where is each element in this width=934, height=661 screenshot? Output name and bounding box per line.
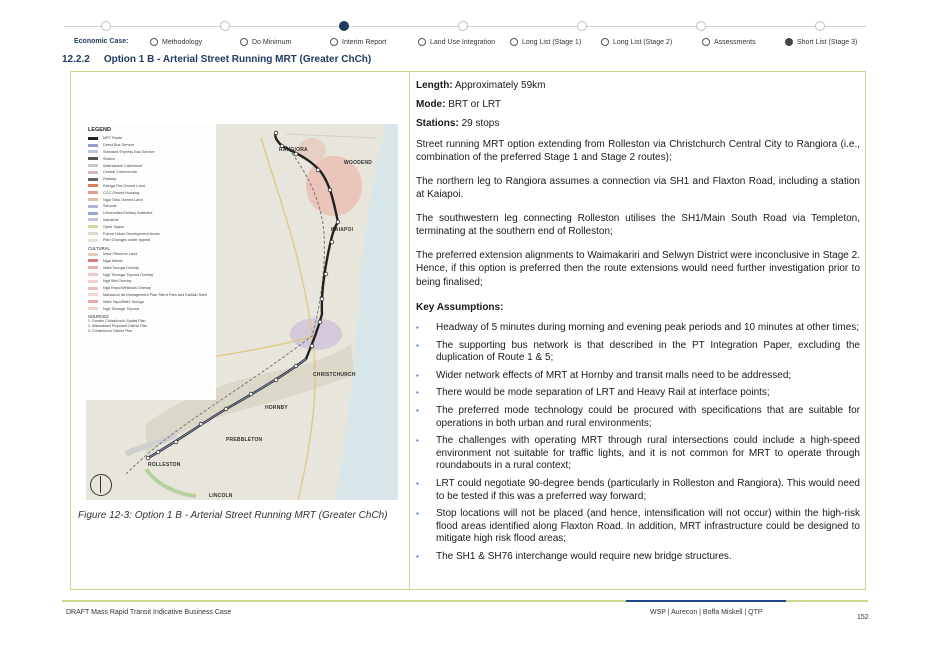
radio-icon (418, 38, 426, 46)
legend-entry (86, 210, 216, 217)
stage-option[interactable] (785, 38, 857, 46)
stage-label: Assessments (714, 38, 756, 46)
legend-entry (86, 264, 216, 271)
length-line (416, 79, 860, 92)
progress-node (101, 21, 111, 31)
legend-entry (86, 135, 216, 142)
legend-swatch (88, 164, 98, 167)
legend-entry (86, 223, 216, 230)
legend-swatch (88, 287, 98, 290)
legend-label: Ngā Tūranga Tūpuna Overlay (103, 272, 154, 277)
stage-legend (62, 38, 868, 50)
radio-icon (510, 38, 518, 46)
legend-swatch (88, 184, 98, 187)
stage-option[interactable] (702, 38, 756, 46)
source-entry: 2. Waimakariri Proposed District Plan (88, 323, 148, 328)
legend-swatch (88, 259, 98, 262)
stage-label: Long List (Stage 2) (613, 38, 673, 46)
legend-label: Ngā Repo/Wetlands Overlay (103, 286, 152, 291)
progress-node (339, 21, 349, 31)
legend-swatch (88, 144, 98, 147)
legend-cultural-title: CULTURAL (88, 245, 110, 251)
assumptions-heading (416, 301, 860, 314)
stage-option[interactable] (240, 38, 291, 46)
mode-line (416, 98, 860, 111)
column-divider (409, 72, 410, 589)
legend-entry (86, 230, 216, 237)
assumption-item: ▪ The challenges with operating MRT through rural intersections could include a high-speed environment not suitable for traffic lights, and it is not common for MRT to operate through roundabouts in a rural context; (416, 435, 860, 473)
legend-entry (86, 285, 216, 292)
stations-label: Stations: (416, 118, 459, 129)
footer-rule (62, 600, 868, 602)
north-arrow-icon (90, 474, 112, 496)
legend-swatch (88, 232, 98, 235)
source-entry: 1. Greater Christchurch Spatial Plan (88, 318, 146, 323)
assumption-item: ▪ The supporting bus network is that described in the PT Integration Paper, excluding the duplication of Route 1 & 5; (416, 340, 860, 365)
map-label-rangiora: RANGIORA (279, 147, 308, 153)
source-entry: 3. Christchurch District Plan (88, 328, 133, 333)
radio-icon (601, 38, 609, 46)
radio-icon (785, 38, 793, 46)
legend-label: Mahaanui Iwi Management Plan Silent Files and Kaitiaki Sites (103, 292, 208, 297)
legend-swatch (88, 280, 98, 283)
legend-label: Central Commercial (103, 170, 137, 175)
stations-value: 29 stops (461, 118, 500, 129)
map-label-christchurch: CHRISTCHURCH (313, 372, 356, 378)
legend-entry (86, 189, 216, 196)
section-number: 12.2.2 (62, 54, 90, 65)
legend-swatch (88, 218, 98, 221)
assumption-item: ▪ Wider network effects of MRT at Hornby and transit malls need to be addressed; (416, 370, 860, 383)
map-label-woodend: WOODEND (344, 160, 373, 166)
legend-title: LEGEND (88, 127, 111, 133)
radio-icon (330, 38, 338, 46)
stage-option[interactable] (510, 38, 581, 46)
legend-label: Ngai Tahu Owned Land (103, 197, 143, 202)
stage-label: Do Minimum (252, 38, 292, 46)
legend-swatch (88, 205, 98, 208)
legend-swatch (88, 300, 98, 303)
stage-option[interactable] (330, 38, 386, 46)
legend-label: Future Urban Development Areas (103, 231, 160, 236)
legend-entry (86, 292, 216, 299)
paragraph: The northern leg to Rangiora assumes a connection via SH1 and Flaxton Road, including a station at Kaiapoi. (416, 176, 860, 201)
map-label-kaiapoi: KAIAPOI (331, 227, 354, 233)
legend-entry (86, 251, 216, 258)
legend-swatch (88, 191, 98, 194)
legend-swatch (88, 273, 98, 276)
legend-entry (86, 162, 216, 169)
legend-entry (86, 278, 216, 285)
figure-caption: Figure 12-3: Option 1 B - Arterial Street Running MRT (Greater ChCh) (78, 510, 388, 521)
legend-entry (86, 305, 216, 312)
legend-label: Maori Reserve Land (103, 252, 138, 257)
legend-swatch (88, 212, 98, 215)
legend-label: Wahi Taonga Overlay (103, 265, 140, 270)
mode-label: Mode: (416, 99, 446, 110)
legend-label: Standard Express Bus Service (103, 149, 155, 154)
legend-label: Universities/Tertiary Institutes (103, 211, 153, 216)
legend-label: Waimakariri Catchment (103, 163, 143, 168)
stage-label: Long List (Stage 1) (522, 38, 582, 46)
legend-label: Direct Bus Service (103, 143, 135, 148)
legend-label: MRT Route (103, 136, 123, 141)
legend-entry (86, 203, 216, 210)
progress-node (696, 21, 706, 31)
legend-label: Ngai Marae (103, 258, 123, 263)
stage-option[interactable] (418, 38, 495, 46)
legend-label: Open Space (103, 224, 125, 229)
legend-entry (86, 298, 216, 305)
stations-line (416, 117, 860, 130)
radio-icon (150, 38, 158, 46)
progress-node (577, 21, 587, 31)
paragraph: The southwestern leg connecting Rolleston utilises the SH1/Main South Road via Templeton, terminating at the southern end of Rolleston; (416, 213, 860, 238)
map-label-hornby: HORNBY (265, 405, 288, 411)
legend-entry (86, 155, 216, 162)
map-label-prebbleton: PREBBLETON (226, 437, 263, 443)
legend-entry (86, 149, 216, 156)
progress-node (458, 21, 468, 31)
legend-swatch (88, 150, 98, 153)
radio-icon (702, 38, 710, 46)
map-label-lincoln: LINCOLN (209, 493, 233, 499)
legend-label: Plan Changes under appeal (103, 238, 151, 243)
legend-swatch (88, 225, 98, 228)
legend-sources-title: SOURCES (88, 313, 109, 319)
footer-authors: WSP | Aurecon | Boffa Miskell | QTP (650, 609, 763, 616)
legend-swatch (88, 253, 98, 256)
legend-label: Station (103, 156, 115, 161)
assumption-item: ▪ The preferred mode technology could be procured with specifications that are suitable for operations in both urban and rural environments; (416, 405, 860, 430)
legend-entry (86, 196, 216, 203)
legend-label: Ngā Tūranga Tūpuna (103, 306, 139, 311)
footer-document-title: DRAFT Mass Rapid Transit Indicative Business Case (66, 609, 232, 616)
assumption-item: ▪ There would be mode separation of LRT and Heavy Rail at interface points; (416, 387, 860, 400)
legend-entry (86, 183, 216, 190)
legend-swatch (88, 157, 98, 160)
legend-entry (86, 237, 216, 244)
legend-label: Schools (103, 204, 117, 209)
mode-value: BRT or LRT (448, 99, 502, 110)
stage-label: Methodology (162, 38, 203, 46)
stage-option[interactable] (150, 38, 202, 46)
stage-label: Short List (Stage 3) (797, 38, 858, 46)
progress-node (815, 21, 825, 31)
legend-swatch (88, 137, 98, 140)
paragraph: The preferred extension alignments to Waimakariri and Selwyn District were inconclusive in Stage 2. Hence, if this option is preferred then the route extensions would need further investigation prior to being finalised; (416, 250, 860, 288)
economic-case-label: Economic Case: (74, 38, 129, 45)
section-heading (62, 54, 371, 65)
assumption-item: ▪ The SH1 & SH76 interchange would require new bridge structures. (416, 551, 860, 564)
legend-label: CCC Owned Housing (103, 190, 140, 195)
stage-label: Interim Report (342, 38, 387, 46)
assumption-item: ▪ Headway of 5 minutes during morning and evening peak periods and 10 minutes at other times; (416, 322, 860, 335)
radio-icon (240, 38, 248, 46)
legend-swatch (88, 266, 98, 269)
legend-swatch (88, 307, 98, 310)
assumption-item: ▪ LRT could negotiate 90-degree bends (particularly in Rolleston and Rangiora). This would need to be tested if this was a preferred way forward; (416, 478, 860, 503)
map-label-rolleston: ROLLESTON (148, 462, 181, 468)
legend-entry (86, 217, 216, 224)
legend-label: Industrial (103, 217, 119, 222)
legend-entry (86, 258, 216, 265)
assumption-item: ▪ Stop locations will not be placed (and hence, intensification will not occur) within the high-risk flood areas identified along Flaxton Road. In addition, MRT infrastructure could be designed to mitigate high risk flood areas; (416, 508, 860, 546)
section-title: Option 1 B - Arterial Street Running MRT (Greater ChCh) (103, 54, 372, 65)
stage-label: Land Use Integration (430, 38, 495, 46)
length-label: Length: (416, 80, 453, 91)
legend-label: Railway (103, 177, 117, 182)
legend-label: Ngā Wai Overlay (103, 279, 132, 284)
legend-entry (86, 271, 216, 278)
legend-swatch (88, 198, 98, 201)
legend-label: Wahi Tapu/Wahi Taonga (103, 299, 144, 304)
assumptions-list (416, 322, 860, 564)
legend-label: Kainga Ora Owned Land (103, 183, 145, 188)
progress-node (220, 21, 230, 31)
legend-swatch (88, 171, 98, 174)
legend-entry (86, 169, 216, 176)
legend-swatch (88, 178, 98, 181)
page-number: 152 (857, 614, 869, 621)
length-value: Approximately 59km (454, 80, 546, 91)
stage-option[interactable] (601, 38, 672, 46)
map-legend (86, 124, 216, 400)
legend-entry (86, 176, 216, 183)
legend-swatch (88, 239, 98, 242)
legend-entry (86, 142, 216, 149)
legend-swatch (88, 293, 98, 296)
assumptions-title: Key Assumptions: (416, 302, 504, 313)
paragraph: Street running MRT option extending from Rolleston via Christchurch Central City to Rangiora (i.e., combination of the preferred Stage 1 and Stage 2 routes); (416, 139, 860, 164)
